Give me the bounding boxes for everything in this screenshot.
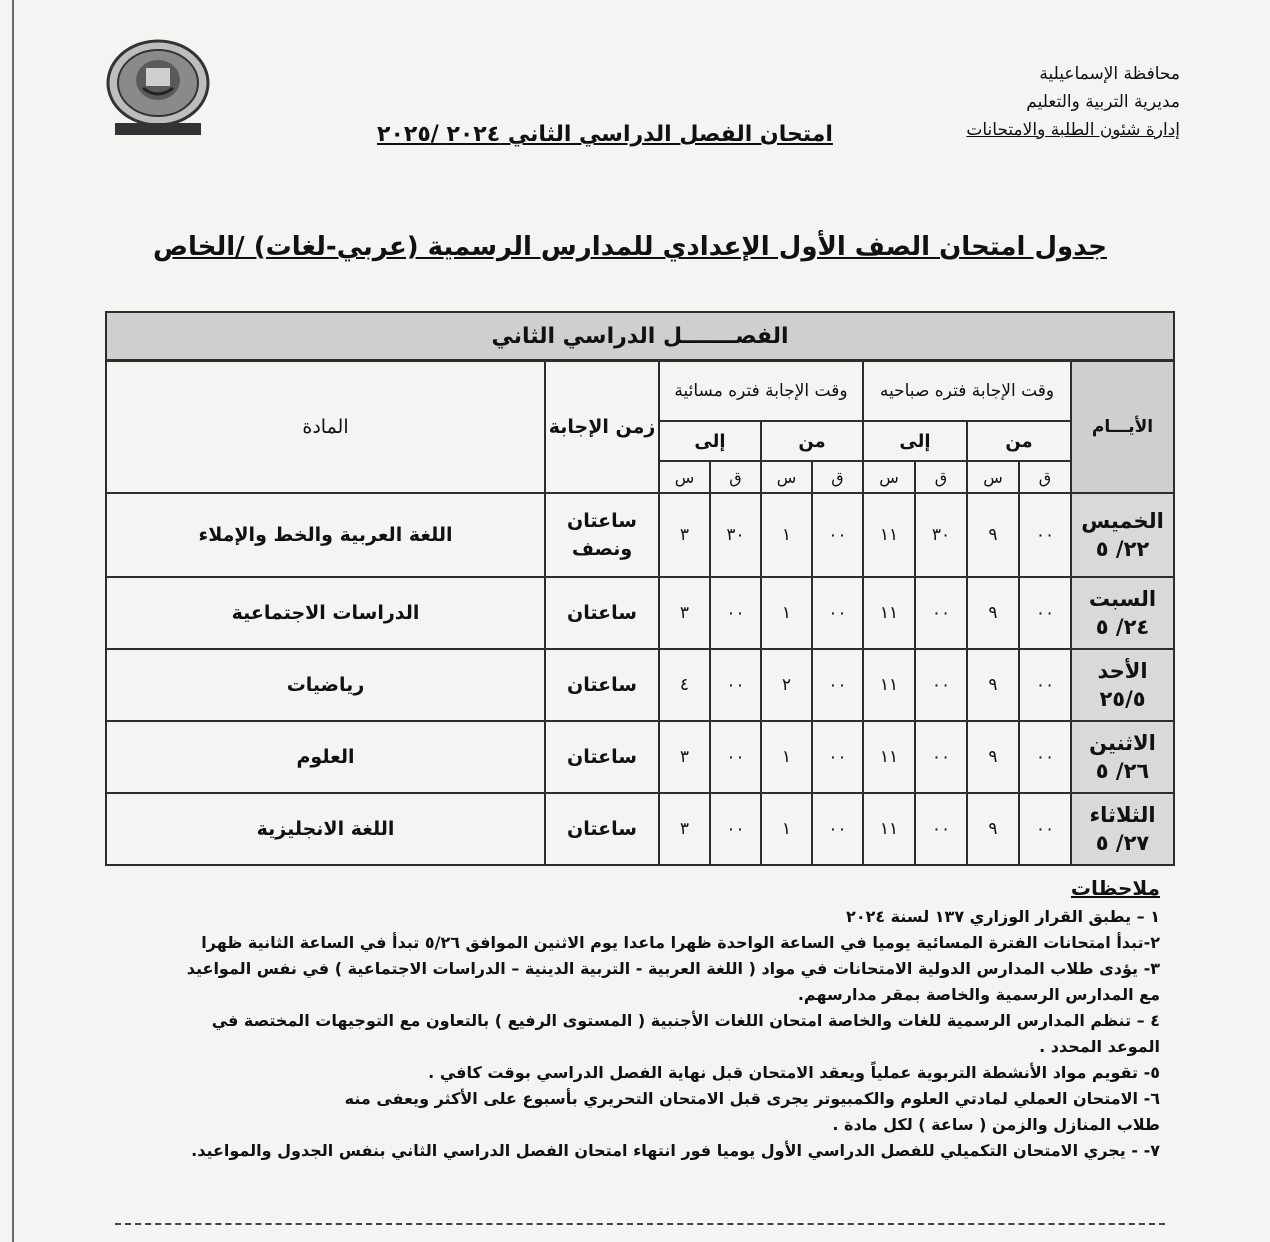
morning-to-hour: ١١ (863, 793, 915, 865)
notes-title: ملاحظات (1070, 876, 1160, 900)
evening-from-header: من (761, 421, 863, 461)
evening-from-minute: ٠٠ (812, 721, 863, 793)
evening-from-hour: ٢ (761, 649, 812, 721)
morning-from-minute: ٠٠ (1019, 493, 1071, 577)
morning-to-header: إلى (863, 421, 967, 461)
evening-from-hour: ١ (761, 577, 812, 649)
exam-title: امتحان الفصل الدراسي الثاني ٢٠٢٤ /٢٠٢٥ (377, 122, 833, 147)
evening-to-minute: ٠٠ (710, 793, 761, 865)
issuer-block (966, 60, 1180, 144)
governorate-name: محافظة الإسماعيلية (1039, 64, 1180, 84)
page-edge (12, 0, 14, 1242)
minute-header: ق (915, 461, 967, 493)
subject-cell: اللغة العربية والخط والإملاء (106, 493, 545, 577)
morning-to-hour: ١١ (863, 721, 915, 793)
department-name: إدارة شئون الطلبة والامتحانات (966, 120, 1180, 140)
evening-to-header: إلى (659, 421, 761, 461)
hour-header: س (967, 461, 1019, 493)
directorate-seal-logo (103, 38, 213, 138)
term-header: الفصـــــــل الدراسي الثاني (106, 312, 1174, 361)
evening-from-minute: ٠٠ (812, 493, 863, 577)
morning-from-minute: ٠٠ (1019, 649, 1071, 721)
notes-list (130, 904, 1160, 1164)
note-line: ١ – يطبق القرار الوزاري ١٣٧ لسنة ٢٠٢٤ (846, 907, 1160, 926)
schedule-title: جدول امتحان الصف الأول الإعدادي للمدارس الرسمية (عربي-لغات) /الخاص (153, 232, 1107, 262)
day-name: السبت (1088, 587, 1157, 611)
note-line: الموعد المحدد . (1039, 1037, 1160, 1056)
morning-from-hour: ٩ (967, 649, 1019, 721)
evening-from-minute: ٠٠ (812, 577, 863, 649)
note-line: ٣- يؤدى طلاب المدارس الدولية الامتحانات في مواد ( اللغة العربية - التربية الدينية – الدراسات الاجتماعية ) في نفس المواعيد (186, 959, 1160, 978)
duration-cell: ساعتان (545, 577, 659, 649)
subject-cell: العلوم (106, 721, 545, 793)
evening-period-header: وقت الإجابة فتره مسائية (659, 361, 863, 422)
evening-from-minute: ٠٠ (812, 649, 863, 721)
morning-from-minute: ٠٠ (1019, 793, 1071, 865)
day-date: ٢٤/ ٥ (1095, 615, 1150, 639)
morning-to-minute: ٠٠ (915, 649, 967, 721)
day-cell (1071, 793, 1174, 865)
evening-to-minute: ٠٠ (710, 577, 761, 649)
footer-divider (115, 1223, 1165, 1225)
evening-to-minute: ٠٠ (710, 721, 761, 793)
evening-from-minute: ٠٠ (812, 793, 863, 865)
note-line: مع المدارس الرسمية والخاصة بمقر مدارسهم. (797, 985, 1160, 1004)
hour-header: س (761, 461, 812, 493)
day-cell (1071, 493, 1174, 577)
note-line: ٤ – تنظم المدارس الرسمية للغات والخاصة امتحان اللغات الأجنبية ( المستوى الرفيع ) بالتعاون مع التوجيهات المختصة في (211, 1011, 1160, 1030)
day-date: ٢٦/ ٥ (1095, 759, 1150, 783)
note-line: ٦- الامتحان العملي لمادتي العلوم والكمبيوتر يجرى قبل الامتحان التحريري بأسبوع على الأكثر ويعفى منه (344, 1089, 1160, 1108)
note-line: ٥- تقويم مواد الأنشطة التربوية عملياً ويعقد الامتحان قبل نهاية الفصل الدراسي بوقت كافي . (428, 1063, 1160, 1082)
evening-to-hour: ٣ (659, 577, 710, 649)
morning-from-hour: ٩ (967, 493, 1019, 577)
duration-cell: ساعتان (545, 649, 659, 721)
subject-cell: رياضيات (106, 649, 545, 721)
morning-to-minute: ٠٠ (915, 793, 967, 865)
day-cell (1071, 577, 1174, 649)
subject-cell: الدراسات الاجتماعية (106, 577, 545, 649)
morning-period-header: وقت الإجابة فتره صباحيه (863, 361, 1071, 422)
morning-to-hour: ١١ (863, 493, 915, 577)
morning-from-hour: ٩ (967, 793, 1019, 865)
evening-to-minute: ٣٠ (710, 493, 761, 577)
day-name: الأحد (1097, 659, 1148, 683)
day-name: الاثنين (1089, 731, 1156, 755)
hour-header: س (659, 461, 710, 493)
minute-header: ق (710, 461, 761, 493)
evening-from-hour: ١ (761, 721, 812, 793)
morning-from-minute: ٠٠ (1019, 577, 1071, 649)
day-date: ٢٧/ ٥ (1095, 831, 1150, 855)
subject-header: المادة (106, 361, 545, 494)
note-line: طلاب المنازل والزمن ( ساعة ) لكل مادة . (832, 1115, 1160, 1134)
morning-to-minute: ٠٠ (915, 577, 967, 649)
morning-to-hour: ١١ (863, 577, 915, 649)
subject-cell: اللغة الانجليزية (106, 793, 545, 865)
table-row (106, 493, 1174, 577)
evening-to-hour: ٣ (659, 721, 710, 793)
morning-to-minute: ٣٠ (915, 493, 967, 577)
table-row (106, 649, 1174, 721)
duration-cell: ساعتان (545, 721, 659, 793)
morning-from-hour: ٩ (967, 577, 1019, 649)
directorate-name: مديرية التربية والتعليم (1026, 92, 1180, 112)
day-cell (1071, 649, 1174, 721)
evening-to-minute: ٠٠ (710, 649, 761, 721)
table-row (106, 721, 1174, 793)
hour-header: س (863, 461, 915, 493)
exam-schedule-table (107, 311, 1175, 866)
minute-header: ق (812, 461, 863, 493)
duration-cell: ساعتان (545, 793, 659, 865)
minute-header: ق (1019, 461, 1071, 493)
morning-from-hour: ٩ (967, 721, 1019, 793)
table-row (106, 793, 1174, 865)
day-date: ٢٥/٥ (1099, 687, 1146, 711)
evening-from-hour: ١ (761, 793, 812, 865)
duration-header: زمن الإجابة (545, 361, 659, 494)
day-name: الخميس (1081, 509, 1164, 533)
notes-section (130, 876, 1160, 1164)
evening-to-hour: ٤ (659, 649, 710, 721)
days-header: الأيـــام (1071, 361, 1174, 494)
morning-to-hour: ١١ (863, 649, 915, 721)
note-line: ٧- - يجري الامتحان التكميلي للفصل الدراسي الأول يوميا فور انتهاء امتحان الفصل الدراسي الثاني بنفس الجدول والمواعيد. (191, 1141, 1160, 1160)
note-line: ٢-تبدأ امتحانات الفترة المسائية يوميا في الساعة الواحدة ظهرا ماعدا يوم الاثنين الموافق ٥/٢٦ تبدأ في الساعة الثانية ظهرا (201, 933, 1160, 952)
day-name: الثلاثاء (1089, 803, 1156, 827)
morning-to-minute: ٠٠ (915, 721, 967, 793)
evening-from-hour: ١ (761, 493, 812, 577)
day-date: ٢٢/ ٥ (1095, 537, 1150, 561)
duration-cell: ساعتان ونصف (545, 493, 659, 577)
evening-to-hour: ٣ (659, 493, 710, 577)
day-cell (1071, 721, 1174, 793)
morning-from-minute: ٠٠ (1019, 721, 1071, 793)
morning-from-header: من (967, 421, 1071, 461)
table-row (106, 577, 1174, 649)
evening-to-hour: ٣ (659, 793, 710, 865)
